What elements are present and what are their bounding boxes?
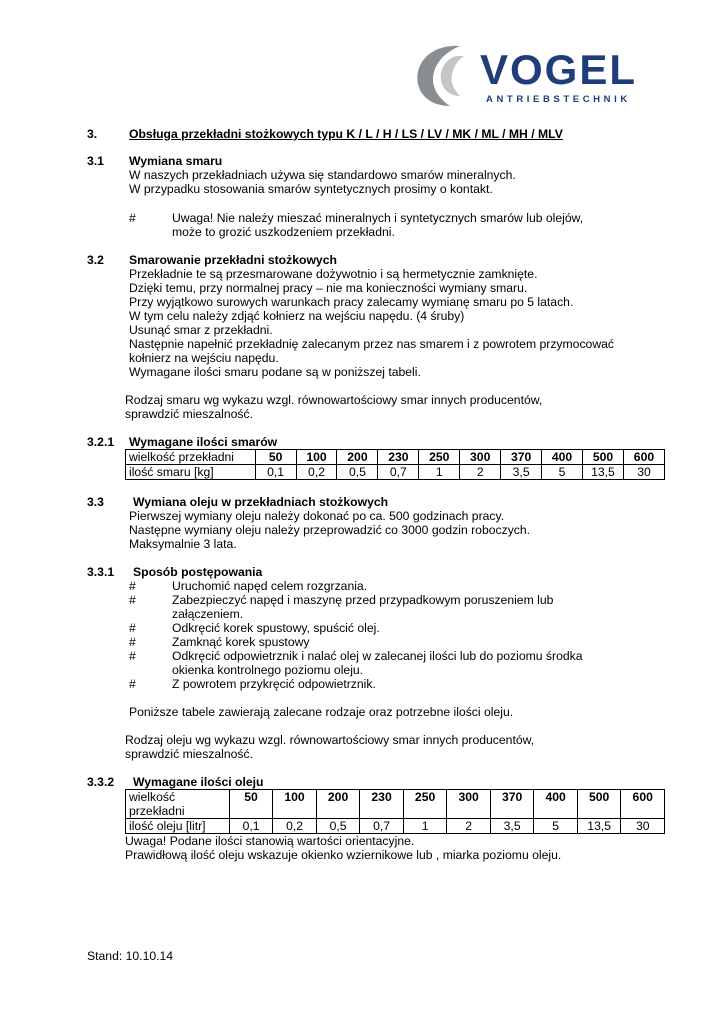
section-3-1-title: Wymiana smaru (129, 154, 223, 168)
table-cell: 300 (460, 450, 501, 465)
logo-wordmark: VOGEL (480, 46, 638, 93)
section-3-2-line: Przekładnie te są przesmarowane dożywotnio i są hermetycznie zamknięte. (129, 267, 538, 281)
oil-table (125, 789, 665, 834)
oil-note: Prawidłową ilość oleju wskazuje okienko wziernikowe lub , miarka poziomu oleju. (125, 848, 562, 862)
section-3-2-note: Rodzaj smaru wg wykazu wzgl. równowartościowy smar innych producentów, (125, 393, 543, 407)
section-3-2-1-number: 3.2.1 (87, 435, 115, 449)
table-cell: 600 (621, 790, 665, 819)
grease-table (125, 449, 665, 480)
section-3-3-1-number: 3.3.1 (87, 565, 115, 579)
table-label: wielkość przekładni (126, 450, 256, 465)
table-cell: 200 (337, 450, 378, 465)
table-cell: 1 (419, 465, 460, 480)
table-cell: 5 (542, 465, 583, 480)
table-cell: 2 (460, 465, 501, 480)
section-3-3-line: Następne wymiany oleju należy przeprowadzić co 3000 godzin roboczych. (129, 523, 531, 537)
table-cell: 0,5 (316, 819, 360, 834)
step-text: Odkręcić odpowietrznik i nalać olej w zalecanej ilości lub do poziomu środka (172, 649, 583, 663)
table-cell: 13,5 (583, 465, 624, 480)
section-3-3-number: 3.3 (87, 495, 104, 509)
section-3-2-line: Wymagane ilości smaru podane są w poniższej tabeli. (129, 365, 421, 379)
table-label: ilość smaru [kg] (126, 465, 256, 480)
table-label-line: przekładni (129, 804, 185, 818)
section-3-2-line: kołnierz na wejściu napędu. (129, 351, 279, 365)
section-3-2-1-title: Wymagane ilości smarów (129, 435, 278, 449)
table-cell: 0,1 (229, 819, 273, 834)
section-3-2-line: Następnie napełnić przekładnię zalecanym przez nas smarem i z powrotem przymocować (129, 337, 615, 351)
step-text: Uruchomić napęd celem rozgrzania. (172, 579, 368, 593)
section-3-3-2-number: 3.3.2 (87, 775, 115, 789)
table-cell: 0,2 (296, 465, 337, 480)
table-cell: 400 (534, 790, 578, 819)
footer-stand: Stand: 10.10.14 (87, 949, 174, 963)
table-cell: 1 (403, 819, 447, 834)
table-cell: 30 (621, 819, 665, 834)
table-cell: 230 (378, 450, 419, 465)
tables-intro: Poniższe tabele zawierają zalecane rodzaje oraz potrzebne ilości oleju. (129, 705, 514, 719)
section-3-2-note: sprawdzić mieszalność. (125, 407, 254, 421)
section-3-3-line: Maksymalnie 3 lata. (129, 537, 237, 551)
table-row (126, 819, 665, 834)
section-3-1-note: może to grozić uszkodzeniem przekładni. (172, 225, 395, 239)
hash-symbol: # (129, 621, 136, 635)
table-cell: 3,5 (501, 465, 542, 480)
table-cell: 600 (623, 450, 664, 465)
section-3-2-line: Przy wyjątkowo surowych warunkach pracy zalecamy wymianę smaru po 5 latach. (129, 295, 574, 309)
vogel-swoosh-icon (410, 40, 642, 112)
table-cell: 250 (419, 450, 460, 465)
section-3-1-line: W przypadku stosowania smarów syntetycznych prosimy o kontakt. (129, 182, 493, 196)
table-cell: 250 (403, 790, 447, 819)
step-text: Z powrotem przykręcić odpowietrznik. (172, 677, 376, 691)
section-3-2-number: 3.2 (87, 253, 104, 267)
section-3-2-line: Usunąć smar z przekładni. (129, 323, 273, 337)
section-3-3-line: Pierwszej wymiany oleju należy dokonać po ca. 500 godzinach pracy. (129, 509, 505, 523)
section-3-3-2-title: Wymagane ilości oleju (133, 775, 264, 789)
section-3-number: 3. (87, 127, 98, 141)
table-cell: 3,5 (490, 819, 534, 834)
section-3-3-1-title: Sposób postępowania (133, 565, 263, 579)
table-cell: 0,7 (378, 465, 419, 480)
table-cell: 500 (577, 790, 621, 819)
oil-note: Uwaga! Podane ilości stanowią wartości orientacyjne. (125, 834, 415, 848)
section-3-2-title: Smarowanie przekładni stożkowych (129, 253, 337, 267)
table-cell: 400 (542, 450, 583, 465)
table-row (126, 790, 665, 819)
vogel-logo (410, 40, 642, 115)
hash-symbol: # (129, 649, 136, 663)
table-cell: 500 (583, 450, 624, 465)
table-label (126, 790, 230, 819)
section-3-2-line: W tym celu należy zdjąć kołnierz na wejściu napędu. (4 śruby) (129, 309, 465, 323)
section-3-3-title: Wymiana oleju w przekładniach stożkowych (133, 495, 389, 509)
table-cell: 50 (255, 450, 296, 465)
section-3-1-line: W naszych przekładniach używa się standardowo smarów mineralnych. (129, 168, 516, 182)
logo-subtitle: ANTRIEBSTECHNIK (486, 94, 631, 105)
step-text: Zabezpieczyć napęd i maszynę przed przypadkowym poruszeniem lub (172, 593, 554, 607)
table-cell: 200 (316, 790, 360, 819)
table-cell: 370 (501, 450, 542, 465)
table-cell: 13,5 (577, 819, 621, 834)
table-label-line: wielkość (129, 790, 176, 804)
table-cell: 2 (447, 819, 491, 834)
table-cell: 100 (296, 450, 337, 465)
section-3-1-note: Uwaga! Nie należy mieszać mineralnych i syntetycznych smarów lub olejów, (172, 211, 584, 225)
table-cell: 30 (623, 465, 664, 480)
table-row (126, 465, 665, 480)
step-text: Odkręcić korek spustowy, spuścić olej. (172, 621, 380, 635)
step-text: Zamknąć korek spustowy (172, 635, 310, 649)
hash-symbol: # (129, 635, 136, 649)
section-3-title: Obsługa przekładni stożkowych typu K / L / H / LS / LV / MK / ML / MH / MLV (129, 127, 563, 141)
hash-symbol: # (129, 579, 136, 593)
table-cell: 0,5 (337, 465, 378, 480)
section-3-1-number: 3.1 (87, 154, 104, 168)
table-cell: 300 (447, 790, 491, 819)
table-row (126, 450, 665, 465)
table-cell: 0,2 (273, 819, 317, 834)
table-cell: 50 (229, 790, 273, 819)
table-cell: 0,7 (360, 819, 404, 834)
section-3-2-line: Dzięki temu, przy normalnej pracy – nie ma konieczności wymiany smaru. (129, 281, 528, 295)
table-label: ilość oleju [litr] (126, 819, 230, 834)
hash-symbol: # (129, 677, 136, 691)
section-3-3-1-note: sprawdzić mieszalność. (125, 747, 254, 761)
step-text: załączeniem. (172, 607, 244, 621)
table-cell: 0,1 (255, 465, 296, 480)
table-cell: 5 (534, 819, 578, 834)
hash-symbol: # (129, 593, 136, 607)
section-3-3-1-note: Rodzaj oleju wg wykazu wzgl. równowartościowy smar innych producentów, (125, 733, 535, 747)
table-cell: 230 (360, 790, 404, 819)
table-cell: 370 (490, 790, 534, 819)
hash-symbol: # (129, 211, 136, 225)
step-text: okienka kontrolnego poziomu oleju. (172, 663, 364, 677)
table-cell: 100 (273, 790, 317, 819)
